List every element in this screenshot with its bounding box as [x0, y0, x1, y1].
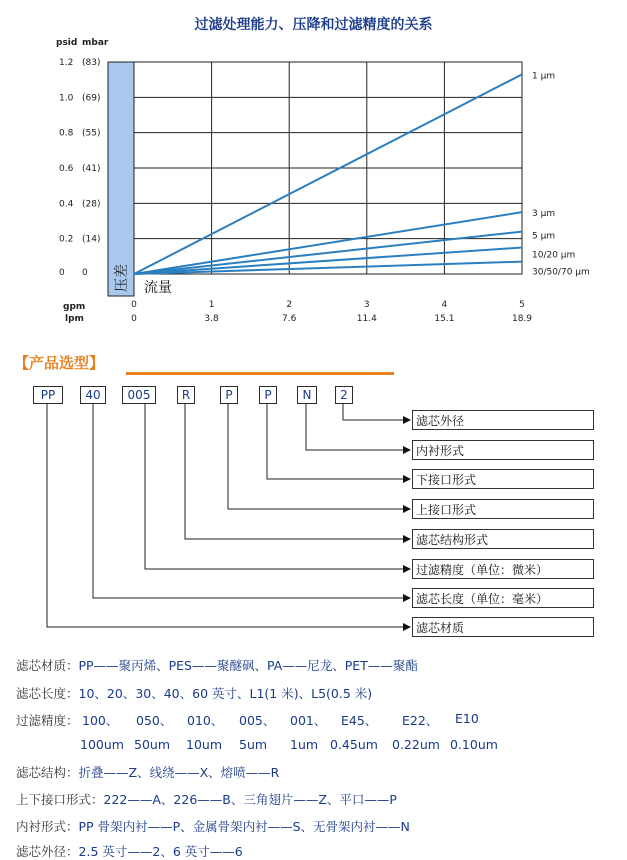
series-label-1: 3 μm — [532, 209, 556, 220]
desc-structure-key: 滤芯结构： — [16, 765, 79, 780]
selection-heading: 【产品选型】 — [14, 354, 105, 372]
desc-port — [16, 790, 397, 808]
label-length: 滤芯长度（单位：毫米） — [412, 588, 594, 608]
x-tick-lpm-2: 7.6 — [282, 314, 297, 324]
label-outer-diameter: 滤芯外径 — [412, 410, 594, 430]
x-tick-lpm-4: 15.1 — [434, 314, 455, 324]
precision-code-3: 005、 — [239, 713, 276, 728]
precision-value-5: 0.45um — [330, 737, 378, 752]
precision-value-4: 1um — [290, 737, 319, 752]
desc-od-key: 滤芯外径： — [16, 844, 79, 859]
selection-heading-underline — [126, 372, 394, 375]
desc-liner — [16, 817, 410, 835]
x-tick-gpm-2: 2 — [286, 300, 293, 310]
y-tick-psid-1: 1.0 — [59, 93, 74, 104]
series-label-2: 5 μm — [532, 231, 556, 242]
y-tick-mbar-2: (55) — [82, 128, 101, 139]
label-material: 滤芯材质 — [412, 617, 594, 637]
precision-code-0: 100、 — [82, 713, 119, 728]
y-unit-mbar: mbar — [82, 38, 109, 48]
desc-port-key: 上下接口形式： — [16, 792, 104, 807]
label-bottom-port: 下接口形式 — [412, 469, 594, 489]
x-unit-lpm: lpm — [65, 314, 84, 324]
chart-series — [134, 74, 522, 274]
label-precision: 过滤精度（单位：微米） — [412, 559, 594, 579]
desc-od — [16, 842, 243, 860]
desc-length-key: 滤芯长度： — [16, 686, 79, 701]
x-tick-lpm-3: 11.4 — [356, 314, 377, 324]
x-tick-gpm-5: 5 — [519, 300, 525, 310]
desc-length — [16, 684, 372, 702]
desc-material-key: 滤芯材质： — [16, 658, 79, 673]
y-tick-mbar-1: (69) — [82, 93, 101, 104]
series-label-4: 30/50/70 μm — [532, 267, 590, 278]
desc-material — [16, 656, 418, 674]
desc-port-value: 222——A、226——B、三角翅片——Z、平口——P — [103, 792, 397, 807]
code-top-port: P — [220, 386, 238, 404]
x-tick-lpm-0: 0 — [131, 314, 137, 324]
y-tick-psid-4: 0.4 — [59, 199, 74, 210]
y-tick-mbar-0: (83) — [82, 58, 101, 68]
desc-material-value: PP——聚丙烯、PES——聚醚砜、PA——尼龙、PET——聚酯 — [78, 658, 418, 673]
x-axis-title: 流量 — [144, 280, 172, 296]
precision-code-1: 050、 — [136, 713, 173, 728]
code-material: PP — [33, 386, 63, 404]
y-tick-psid-0: 1.2 — [59, 58, 74, 68]
precision-code-4: 001、 — [290, 713, 327, 728]
precision-value-2: 10um — [186, 737, 223, 752]
precision-value-3: 5um — [239, 737, 268, 752]
y-tick-mbar-6: 0 — [82, 268, 88, 278]
code-outer-diameter: 2 — [335, 386, 353, 404]
y-tick-psid-2: 0.8 — [59, 128, 74, 139]
x-tick-gpm-1: 1 — [208, 300, 215, 310]
y-tick-mbar-3: (41) — [82, 164, 101, 174]
series-label-3: 10/20 μm — [532, 250, 576, 261]
series-line-3 — [134, 248, 522, 275]
desc-precision — [16, 711, 79, 729]
x-tick-gpm-4: 4 — [441, 300, 448, 310]
pressure-drop-chart — [0, 0, 627, 340]
y-tick-mbar-4: (28) — [82, 199, 101, 210]
label-top-port: 上接口形式 — [412, 499, 594, 519]
precision-code-6: E22、 — [402, 713, 439, 728]
y-axis-title: 压差 — [114, 264, 130, 292]
precision-code-5: E45、 — [341, 713, 378, 728]
code-precision: 005 — [122, 386, 156, 404]
y-tick-psid-5: 0.2 — [59, 234, 74, 245]
y-tick-mbar-5: (14) — [82, 234, 101, 245]
desc-liner-value: PP 骨架内衬——P、金属骨架内衬——S、无骨架内衬——N — [78, 819, 410, 834]
desc-structure — [16, 763, 279, 781]
precision-code-2: 010、 — [187, 713, 224, 728]
x-unit-gpm: gpm — [63, 302, 86, 312]
code-liner: N — [297, 386, 317, 404]
code-length: 40 — [80, 386, 106, 404]
x-tick-lpm-5: 18.9 — [511, 314, 533, 324]
desc-precision-key: 过滤精度： — [16, 713, 79, 728]
pressure-axis-band — [108, 62, 134, 296]
y-axis-band — [108, 62, 134, 296]
code-structure: R — [177, 386, 195, 404]
y-tick-psid-6: 0 — [59, 268, 65, 278]
code-bottom-port: P — [259, 386, 277, 404]
precision-value-0: 100um — [80, 737, 124, 752]
chart-title: 过滤处理能力、压降和过滤精度的关系 — [194, 17, 433, 33]
x-tick-gpm-0: 0 — [131, 300, 137, 310]
precision-value-7: 0.10um — [450, 737, 498, 752]
desc-liner-key: 内衬形式： — [16, 819, 79, 834]
series-label-0: 1 μm — [532, 71, 556, 82]
precision-code-7: E10 — [455, 711, 479, 726]
label-structure: 滤芯结构形式 — [412, 529, 594, 549]
desc-structure-value: 折叠——Z、线绕——X、熔喷——R — [78, 765, 280, 780]
x-tick-gpm-3: 3 — [363, 300, 370, 310]
x-tick-lpm-1: 3.8 — [204, 314, 219, 324]
label-liner: 内衬形式 — [412, 440, 594, 460]
y-tick-psid-3: 0.6 — [59, 164, 74, 174]
desc-length-value: 10、20、30、40、60 英寸、L1(1 米)、L5(0.5 米) — [78, 686, 373, 701]
y-unit-psid: psid — [56, 38, 78, 48]
precision-value-6: 0.22um — [392, 737, 440, 752]
desc-od-value: 2.5 英寸——2、6 英寸——6 — [78, 844, 243, 859]
precision-value-1: 50um — [134, 737, 171, 752]
